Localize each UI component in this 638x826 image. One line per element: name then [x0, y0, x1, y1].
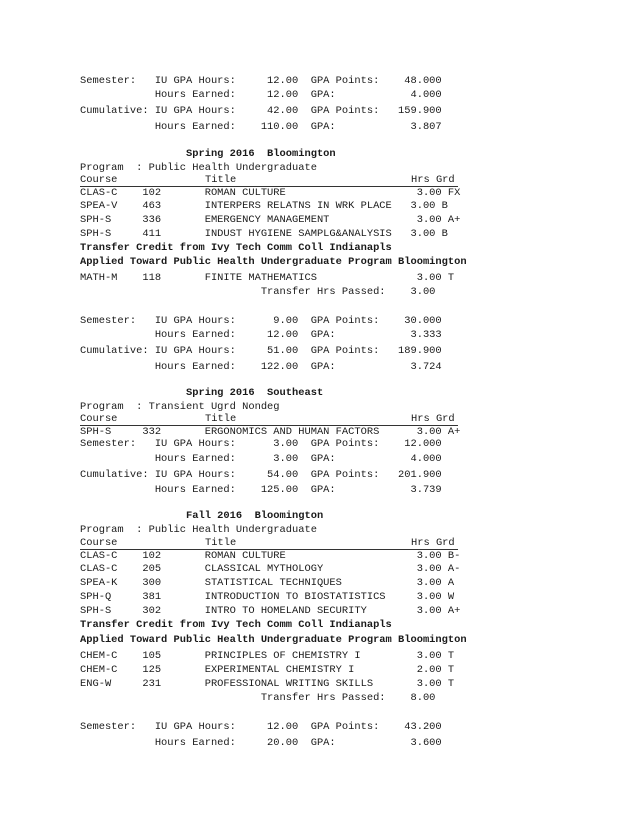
column-header-hrs-grd: Hrs Grd: [411, 174, 455, 186]
transfer-hrs-line: Transfer Hrs Passed: 8.00: [80, 692, 436, 704]
transfer-hrs-line: Transfer Hrs Passed: 3.00: [80, 286, 436, 298]
course-row: SPH-S 332 ERGONOMICS AND HUMAN FACTORS 3.00 A+: [80, 426, 461, 438]
summary-line: Cumulative: IU GPA Hours: 54.00 GPA Points: 201.900: [80, 469, 442, 481]
column-header-title: Title: [205, 537, 237, 549]
column-header-title: Title: [205, 174, 237, 186]
term-heading: Spring 2016 Bloomington: [80, 148, 336, 160]
term-heading: Spring 2016 Southeast: [80, 387, 324, 399]
course-row: SPEA-K 300 STATISTICAL TECHNIQUES 3.00 A: [80, 577, 455, 589]
summary-line: Semester: IU GPA Hours: 3.00 GPA Points: 12.000: [80, 438, 442, 450]
summary-line: Cumulative: IU GPA Hours: 51.00 GPA Points: 189.900: [80, 345, 442, 357]
column-header-hrs-grd: Hrs Grd: [411, 537, 455, 549]
applied-heading: Applied Toward Public Health Undergraduate Program Bloomington: [80, 256, 467, 268]
summary-line: Hours Earned: 12.00 GPA: 4.000: [80, 89, 442, 101]
summary-line: Hours Earned: 3.00 GPA: 4.000: [80, 453, 442, 465]
applied-heading: Applied Toward Public Health Undergraduate Program Bloomington: [80, 634, 467, 646]
course-row: CLAS-C 102 ROMAN CULTURE 3.00 B-: [80, 550, 461, 562]
summary-line: Hours Earned: 125.00 GPA: 3.739: [80, 484, 442, 496]
summary-line: Hours Earned: 12.00 GPA: 3.333: [80, 329, 442, 341]
column-header-course: Course: [80, 174, 118, 186]
summary-line: Semester: IU GPA Hours: 12.00 GPA Points: 48.000: [80, 75, 442, 87]
transfer-heading: Transfer Credit from Ivy Tech Comm Coll Indianapls: [80, 242, 392, 254]
column-header-course: Course: [80, 537, 118, 549]
program-line: Program : Public Health Undergraduate: [80, 162, 317, 174]
term-heading: Fall 2016 Bloomington: [80, 510, 324, 522]
course-row: SPEA-V 463 INTERPERS RELATNS IN WRK PLACE 3.00 B: [80, 200, 448, 212]
course-row: SPH-Q 381 INTRODUCTION TO BIOSTATISTICS 3.00 W: [80, 591, 455, 603]
course-row: CLAS-C 205 CLASSICAL MYTHOLOGY 3.00 A-: [80, 563, 461, 575]
column-header-hrs-grd: Hrs Grd: [411, 413, 455, 425]
column-header-title: Title: [205, 413, 237, 425]
course-row: CHEM-C 125 EXPERIMENTAL CHEMISTRY I 2.00 T: [80, 664, 455, 676]
summary-line: Hours Earned: 20.00 GPA: 3.600: [80, 737, 442, 749]
course-row: MATH-M 118 FINITE MATHEMATICS 3.00 T: [80, 272, 455, 284]
summary-line: Semester: IU GPA Hours: 12.00 GPA Points: 43.200: [80, 721, 442, 733]
transfer-heading: Transfer Credit from Ivy Tech Comm Coll Indianapls: [80, 619, 392, 631]
summary-line: Hours Earned: 110.00 GPA: 3.807: [80, 121, 442, 133]
course-row: ENG-W 231 PROFESSIONAL WRITING SKILLS 3.00 T: [80, 678, 455, 690]
program-line: Program : Transient Ugrd Nondeg: [80, 401, 280, 413]
course-row: SPH-S 411 INDUST HYGIENE SAMPLG&ANALYSIS 3.00 B: [80, 228, 448, 240]
column-header-course: Course: [80, 413, 118, 425]
summary-line: Semester: IU GPA Hours: 9.00 GPA Points: 30.000: [80, 315, 442, 327]
summary-line: Cumulative: IU GPA Hours: 42.00 GPA Points: 159.900: [80, 105, 442, 117]
course-row: CLAS-C 102 ROMAN CULTURE 3.00 FX: [80, 187, 461, 199]
summary-line: Hours Earned: 122.00 GPA: 3.724: [80, 361, 442, 373]
course-row: SPH-S 336 EMERGENCY MANAGEMENT 3.00 A+: [80, 214, 461, 226]
program-line: Program : Public Health Undergraduate: [80, 524, 317, 536]
course-row: CHEM-C 105 PRINCIPLES OF CHEMISTRY I 3.00 T: [80, 650, 455, 662]
course-row: SPH-S 302 INTRO TO HOMELAND SECURITY 3.00 A+: [80, 605, 461, 617]
